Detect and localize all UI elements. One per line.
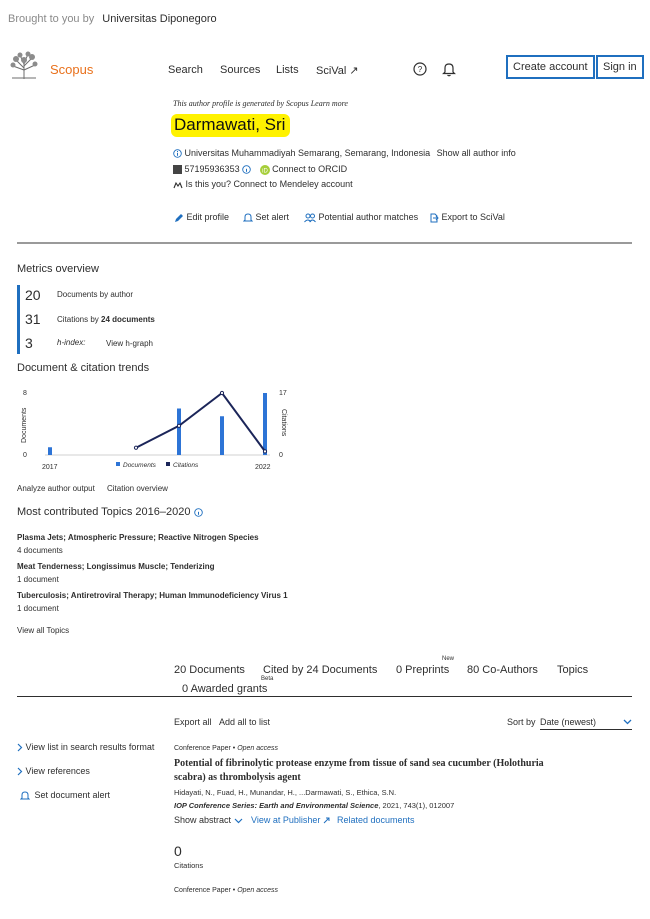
topic-name[interactable]: Meat Tenderness; Longissimus Muscle; Tenderizing <box>17 562 215 571</box>
document-title-line: Potential of fibrinolytic protease enzyme from tissue of sand sea cucumber (Holothuria <box>174 758 544 769</box>
documents-bar <box>177 409 181 456</box>
info-icon[interactable] <box>242 165 251 174</box>
author-name: Darmawati, Sri <box>171 114 290 137</box>
institution-name: Universitas Diponegoro <box>102 13 217 25</box>
chevron-right-icon <box>17 743 23 752</box>
topic-count: 1 document <box>17 604 59 613</box>
sign-in-button[interactable]: Sign in <box>596 55 644 79</box>
show-all-author-info-link[interactable]: Show all author info <box>436 148 516 158</box>
section-divider <box>17 242 632 244</box>
export-all-button[interactable]: Export all <box>174 717 212 727</box>
view-references-link[interactable] <box>17 766 90 776</box>
citations-point <box>263 450 266 453</box>
y-right-tick-label: 0 <box>279 452 283 459</box>
info-icon <box>173 149 182 158</box>
beta-badge: Beta <box>261 676 274 682</box>
y-right-tick-label: 17 <box>279 390 287 397</box>
mendeley-icon <box>173 181 183 189</box>
set-alert-label: Set alert <box>255 212 290 222</box>
svg-text:?: ? <box>417 65 423 74</box>
view-all-topics-link[interactable]: View all Topics <box>17 626 70 635</box>
affiliation-text: Universitas Muhammadiyah Semarang, Semarang, Indonesia <box>184 148 431 158</box>
metrics-title: Metrics overview <box>17 263 99 275</box>
document-title[interactable] <box>174 757 544 785</box>
view-at-publisher-link[interactable] <box>251 815 330 825</box>
trends-title: Document & citation trends <box>17 362 150 374</box>
topic-name[interactable]: Plasma Jets; Atmospheric Pressure; Reactive Nitrogen Species <box>17 533 259 542</box>
affiliation-row <box>173 148 516 158</box>
id-square-icon <box>173 165 182 174</box>
export-scival-action[interactable] <box>429 212 505 223</box>
mendeley-link[interactable]: Is this you? Connect to Mendeley account <box>185 179 353 189</box>
document-source[interactable]: IOP Conference Series: Earth and Environmental Science <box>174 801 379 810</box>
brought-prefix: Brought to you by <box>8 13 95 25</box>
nav-sources[interactable]: Sources <box>220 64 261 76</box>
view-references-label: View references <box>25 766 90 776</box>
analyze-author-output-link[interactable]: Analyze author output <box>17 484 95 493</box>
view-h-graph-link[interactable]: View h-graph <box>106 339 153 348</box>
set-document-alert-link[interactable] <box>20 790 110 801</box>
topic-name[interactable]: Tuberculosis; Antiretroviral Therapy; Human Immunodeficiency Virus 1 <box>17 591 288 600</box>
citations-point <box>220 391 223 394</box>
sort-by-label: Sort by <box>507 717 536 727</box>
documents-label[interactable]: Documents by author <box>57 290 134 299</box>
h-index-label: h-index: <box>57 338 86 347</box>
citations-line <box>136 393 265 451</box>
related-documents-link[interactable]: Related documents <box>337 815 415 825</box>
document-source-detail: , 2021, 743(1), 012007 <box>378 801 455 810</box>
author-id: 57195936353 <box>184 164 240 174</box>
citations-label[interactable] <box>57 315 155 324</box>
set-document-alert-label: Set document alert <box>34 790 111 800</box>
potential-matches-label: Potential author matches <box>318 212 419 222</box>
show-abstract-button[interactable] <box>174 815 243 825</box>
mendeley-row <box>173 179 353 189</box>
generated-note <box>173 99 348 108</box>
topics-title-text: Most contributed Topics 2016–2020 <box>17 506 191 518</box>
open-access-label: Open access <box>237 745 279 752</box>
pencil-icon <box>174 213 184 223</box>
y-left-axis-label: Documents <box>21 407 28 443</box>
y-left-tick-label: 8 <box>23 390 27 397</box>
chevron-down-icon <box>234 818 243 824</box>
documents-bar <box>220 416 224 455</box>
document-type: Conference Paper <box>174 887 231 894</box>
citations-label-b: 24 documents <box>101 315 155 324</box>
elsevier-tree-logo[interactable] <box>8 50 40 80</box>
citations-label-a: Citations by <box>57 315 99 324</box>
users-icon <box>304 213 316 223</box>
generated-note-text: This author profile is generated by Scopus <box>173 99 309 108</box>
bell-icon <box>243 212 253 223</box>
author-id-row <box>173 164 347 175</box>
potential-matches-action[interactable] <box>304 212 418 223</box>
learn-more-link[interactable]: Learn more <box>310 99 348 108</box>
nav-search[interactable]: Search <box>168 64 203 76</box>
citations-count: 0 <box>174 843 182 859</box>
show-abstract-label: Show abstract <box>174 815 232 825</box>
h-index-value: 3 <box>25 335 33 351</box>
document-type-row: Conference Paper • Open access <box>174 887 279 894</box>
bell-icon[interactable] <box>442 61 456 82</box>
legend-citations-swatch <box>166 462 170 466</box>
chart-plot-area <box>21 390 287 471</box>
external-link-icon <box>323 817 330 824</box>
help-icon[interactable] <box>413 62 427 81</box>
chevron-right-icon <box>17 767 23 776</box>
tab-cited-by[interactable]: Cited by 24 Documents <box>263 664 378 676</box>
citations-point <box>177 424 180 427</box>
sort-select[interactable] <box>540 717 632 730</box>
create-account-button[interactable]: Create account <box>506 55 595 79</box>
y-right-axis-label: Citations <box>280 409 287 437</box>
add-all-to-list-button[interactable]: Add all to list <box>219 717 271 727</box>
citations-count: 31 <box>25 311 41 327</box>
chevron-down-icon <box>623 719 632 725</box>
tab-co-authors[interactable]: 80 Co-Authors <box>467 664 538 676</box>
document-title-line: scabra) as thrombolysis agent <box>174 772 301 783</box>
tab-preprints[interactable]: 0 Preprints <box>396 664 450 676</box>
documents-bar <box>263 393 267 455</box>
metrics-accent-bar <box>17 285 20 354</box>
citation-overview-link[interactable]: Citation overview <box>107 484 168 493</box>
scopus-brand[interactable]: Scopus <box>50 62 94 77</box>
citations-label: Citations <box>174 861 204 870</box>
x-tick-label: 2022 <box>255 464 271 471</box>
y-left-tick-label: 0 <box>23 452 27 459</box>
tabs-divider <box>17 696 632 697</box>
x-tick-label: 2017 <box>42 464 58 471</box>
citations-point <box>134 446 137 449</box>
svg-text:iD: iD <box>261 168 268 175</box>
documents-bar <box>48 447 52 455</box>
topic-count: 4 documents <box>17 546 63 555</box>
topic-count: 1 document <box>17 575 59 584</box>
document-authors[interactable]: Hidayati, N., Fuad, H., Munandar, H., ...Darmawati, S., Ethica, S.N. <box>174 788 397 797</box>
legend-citations-label: Citations <box>173 462 199 469</box>
export-icon <box>429 213 439 223</box>
open-access-label: Open access <box>237 887 279 894</box>
sort-value: Date (newest) <box>540 717 597 727</box>
tab-awarded-grants[interactable]: 0 Awarded grants <box>182 683 268 695</box>
legend-documents-label: Documents <box>123 462 156 469</box>
document-type: Conference Paper <box>174 745 231 752</box>
orcid-icon <box>260 165 270 175</box>
bell-icon <box>20 790 30 801</box>
view-at-publisher-label: View at Publisher <box>251 815 321 825</box>
topics-title <box>17 506 203 518</box>
document-type-row: Conference Paper • Open access <box>174 745 279 752</box>
nav-lists[interactable]: Lists <box>276 64 299 76</box>
edit-profile-label: Edit profile <box>186 212 230 222</box>
connect-orcid-link[interactable]: Connect to ORCID <box>272 164 348 174</box>
export-scival-label: Export to SciVal <box>441 212 505 222</box>
view-list-label: View list in search results format <box>25 742 155 752</box>
edit-profile-action[interactable] <box>174 212 229 223</box>
brought-to-you-by <box>8 13 217 25</box>
new-badge: New <box>442 656 455 662</box>
info-icon[interactable] <box>194 508 203 517</box>
document-source-row <box>174 801 454 810</box>
tab-topics[interactable]: Topics <box>557 664 589 676</box>
documents-count: 20 <box>25 287 41 303</box>
nav-scival[interactable]: SciVal ↗ <box>316 65 359 77</box>
trends-chart <box>15 385 305 475</box>
set-alert-action[interactable] <box>243 212 289 223</box>
view-list-link[interactable] <box>17 742 154 752</box>
legend-documents-swatch <box>116 462 120 466</box>
tab-documents[interactable]: 20 Documents <box>174 664 245 676</box>
